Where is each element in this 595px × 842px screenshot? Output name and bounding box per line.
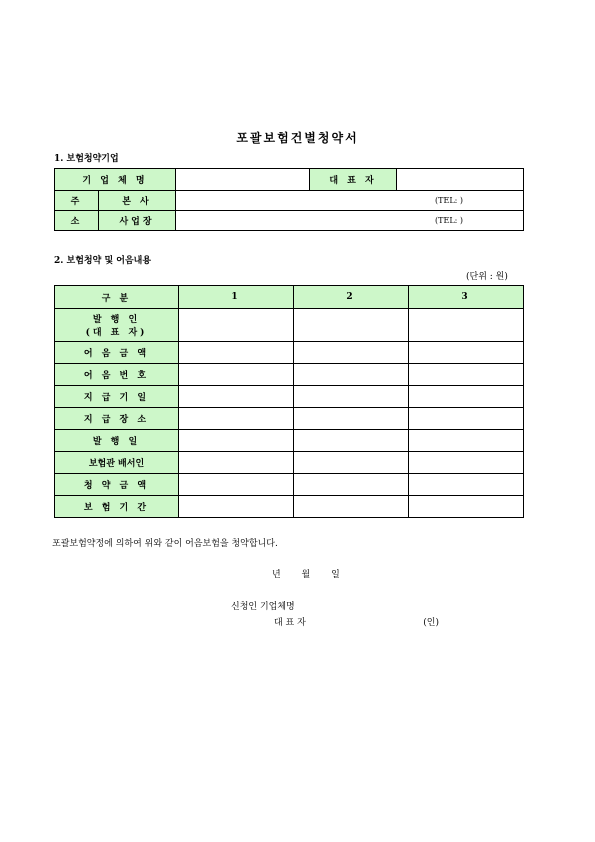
row-label-issuer-sub: (대 표 자) <box>85 328 148 338</box>
cell-issuer-1[interactable] <box>179 309 294 342</box>
section2-heading: 2. 보험청약 및 어음내용 <box>54 256 152 266</box>
cell-subscription-amount-2[interactable] <box>294 474 409 496</box>
cell-due-date-3[interactable] <box>409 386 524 408</box>
cell-subscription-amount-3[interactable] <box>409 474 524 496</box>
cell-amount-3[interactable] <box>409 342 524 364</box>
cell-subscription-amount-1[interactable] <box>179 474 294 496</box>
cell-number-2[interactable] <box>294 364 409 386</box>
cell-payment-place-1[interactable] <box>179 408 294 430</box>
document-title: 포괄보험건별청약서 <box>236 131 359 145</box>
address-label-top: 주 <box>55 191 99 211</box>
company-name-label: 기 업 체 명 <box>55 169 176 191</box>
section1-heading: 1. 보험청약기업 <box>54 154 119 164</box>
row-label-insurance-period: 보 험 기 간 <box>55 496 179 518</box>
company-table <box>54 168 524 231</box>
cell-insurance-period-1[interactable] <box>179 496 294 518</box>
applicant-line: 신청인 기업체명 <box>231 602 295 612</box>
representative-line: 대 표 자 <box>274 618 306 628</box>
date-line: 년 월 일 <box>272 570 340 580</box>
cell-endorser-1[interactable] <box>179 452 294 474</box>
row-label-issue-date: 발 행 일 <box>55 430 179 452</box>
row-label-amount: 어 음 금 액 <box>55 342 179 364</box>
cell-number-3[interactable] <box>409 364 524 386</box>
row-label-number: 어 음 번 호 <box>55 364 179 386</box>
cell-endorser-3[interactable] <box>409 452 524 474</box>
column-header-label: 구 분 <box>55 286 179 309</box>
row-label-subscription-amount: 청 약 금 액 <box>55 474 179 496</box>
cell-issue-date-3[interactable] <box>409 430 524 452</box>
cell-due-date-1[interactable] <box>179 386 294 408</box>
cell-insurance-period-2[interactable] <box>294 496 409 518</box>
head-office-label: 본 사 <box>99 191 176 211</box>
cell-issuer-2[interactable] <box>294 309 409 342</box>
cell-issue-date-2[interactable] <box>294 430 409 452</box>
cell-amount-2[interactable] <box>294 342 409 364</box>
row-label-endorser: 보험관 배서인 <box>55 452 179 474</box>
cell-number-1[interactable] <box>179 364 294 386</box>
cell-endorser-2[interactable] <box>294 452 409 474</box>
representative-signature-row <box>274 615 439 628</box>
statement-text: 포괄보험약정에 의하여 위와 같이 어음보험을 청약합니다. <box>52 539 278 549</box>
row-label-issuer <box>55 309 179 342</box>
representative-field[interactable] <box>397 169 524 191</box>
site-field[interactable]: (TEL: ) <box>176 211 524 231</box>
cell-payment-place-2[interactable] <box>294 408 409 430</box>
bill-table <box>54 285 524 518</box>
site-label: 사업장 <box>99 211 176 231</box>
seal-mark: (인) <box>423 618 439 628</box>
cell-payment-place-3[interactable] <box>409 408 524 430</box>
unit-label: (단위 : 원) <box>466 272 508 282</box>
column-header-3: 3 <box>409 286 524 309</box>
row-label-due-date: 지 급 기 일 <box>55 386 179 408</box>
head-office-field[interactable]: (TEL: ) <box>176 191 524 211</box>
representative-label: 대 표 자 <box>310 169 397 191</box>
company-name-field[interactable] <box>176 169 310 191</box>
column-header-1: 1 <box>179 286 294 309</box>
address-label-bottom: 소 <box>55 211 99 231</box>
cell-issuer-3[interactable] <box>409 309 524 342</box>
cell-due-date-2[interactable] <box>294 386 409 408</box>
cell-amount-1[interactable] <box>179 342 294 364</box>
cell-insurance-period-3[interactable] <box>409 496 524 518</box>
column-header-2: 2 <box>294 286 409 309</box>
row-label-payment-place: 지 급 장 소 <box>55 408 179 430</box>
cell-issue-date-1[interactable] <box>179 430 294 452</box>
row-label-issuer-text: 발 행 인 <box>92 315 141 325</box>
